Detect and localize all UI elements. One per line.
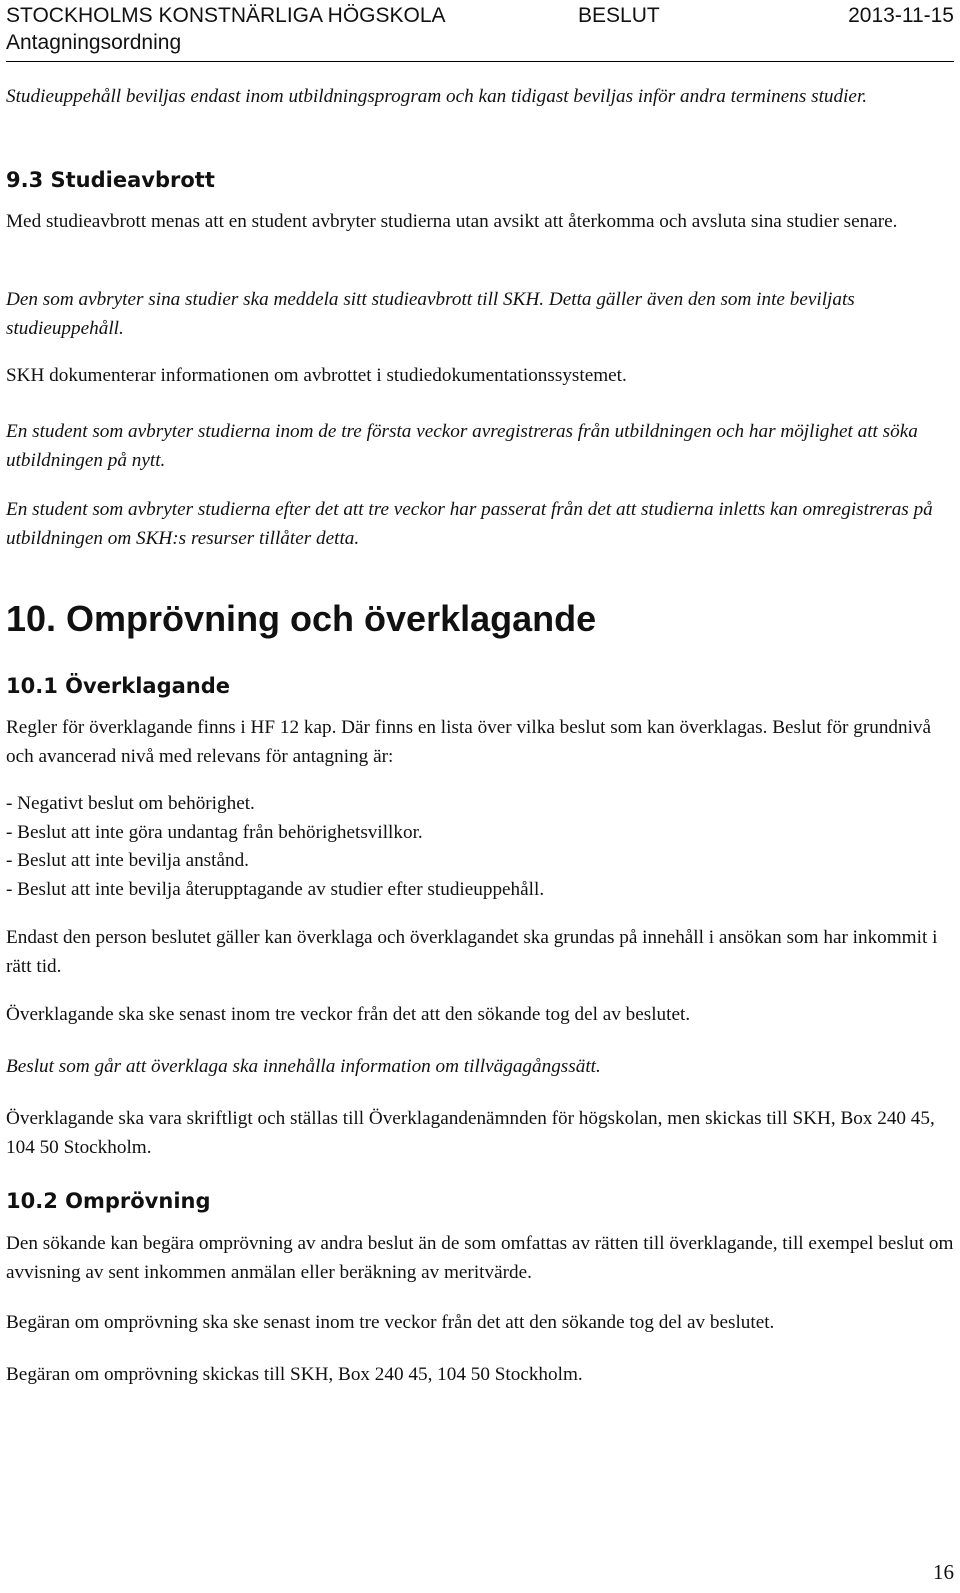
paragraph-10-2-deadline: Begäran om omprövning ska ske senast inom tre veckor från det att den sökande tog del av beslutet. [6,1312,775,1333]
heading-10-1: 10.1 Överklagande [6,674,231,698]
list-item: - Negativt beslut om behörighet. [6,793,255,814]
list-item: - Beslut att inte bevilja anstånd. [6,850,249,871]
paragraph-10-2-request: Den sökande kan begära omprövning av andra beslut än de som omfattas av rätten till överklagande, till exempel beslut om avvisning av sent inkommen anmälan eller beräkning av meritvärde. [6,1233,954,1283]
page-header [6,2,954,56]
heading-9-3: 9.3 Studieavbrott [6,168,215,192]
heading-10-2: 10.2 Omprövning [6,1189,211,1213]
paragraph-9-3-after-weeks: En student som avbryter studierna efter det att tre veckor har passerat från det att studierna inletts kan omregistreras på utbildningen om SKH:s resurser tillåter detta. [6,499,933,549]
header-date: 2013-11-15 [848,4,954,27]
paragraph-10-1-procedure-info: Beslut som går att överklaga ska innehålla information om tillvägagångssätt. [6,1056,601,1077]
paragraph-10-1-rules: Regler för överklagande finns i HF 12 kap. Där finns en lista över vilka beslut som kan överklagas. Beslut för grundnivå och avancerad nivå med relevans för antagning är: [6,717,932,767]
header-organization: STOCKHOLMS KONSTNÄRLIGA HÖGSKOLA [6,4,446,27]
appealable-decisions-list [6,790,954,904]
header-divider [6,61,954,62]
paragraph-10-1-written-appeal: Överklagande ska vara skriftligt och ställas till Överklagandenämnden för högskolan, men skickas till SKH, Box 240 45, 104 50 Stockholm. [6,1108,935,1158]
paragraph-10-2-address: Begäran om omprövning skickas till SKH, Box 240 45, 104 50 Stockholm. [6,1364,583,1385]
header-subtitle: Antagningsordning [6,31,182,54]
page-number: 16 [933,1560,954,1584]
paragraph-10-1-deadline: Överklagande ska ske senast inom tre veckor från det att den sökande tog del av beslutet. [6,1004,691,1025]
paragraph-9-3-documentation: SKH dokumenterar informationen om avbrottet i studiedokumentationssystemet. [6,365,627,386]
paragraph-9-3-notify: Den som avbryter sina studier ska meddela sitt studieavbrott till SKH. Detta gäller även den som inte beviljats studieuppehåll. [6,289,855,339]
header-top-row [6,2,954,29]
paragraph-9-3-first-weeks: En student som avbryter studierna inom de tre första veckor avregistreras från utbildningen och har möjlighet att söka utbildningen på nytt. [6,421,918,471]
header-document-type: BESLUT [578,4,660,27]
paragraph-9-3-definition: Med studieavbrott menas att en student avbryter studierna utan avsikt att återkomma och avsluta sina studier senare. [6,211,898,232]
paragraph-intro: Studieuppehåll beviljas endast inom utbildningsprogram och kan tidigast beviljas inför andra terminens studier. [6,86,868,107]
list-item: - Beslut att inte göra undantag från behörighetsvillkor. [6,821,423,843]
heading-10: 10. Omprövning och överklagande [6,598,597,639]
paragraph-10-1-who-may-appeal: Endast den person beslutet gäller kan överklaga och överklagandet ska grundas på innehåll i ansökan som har inkommit i rätt tid. [6,927,938,977]
list-item: - Beslut att inte bevilja återupptagande av studier efter studieuppehåll. [6,878,545,900]
